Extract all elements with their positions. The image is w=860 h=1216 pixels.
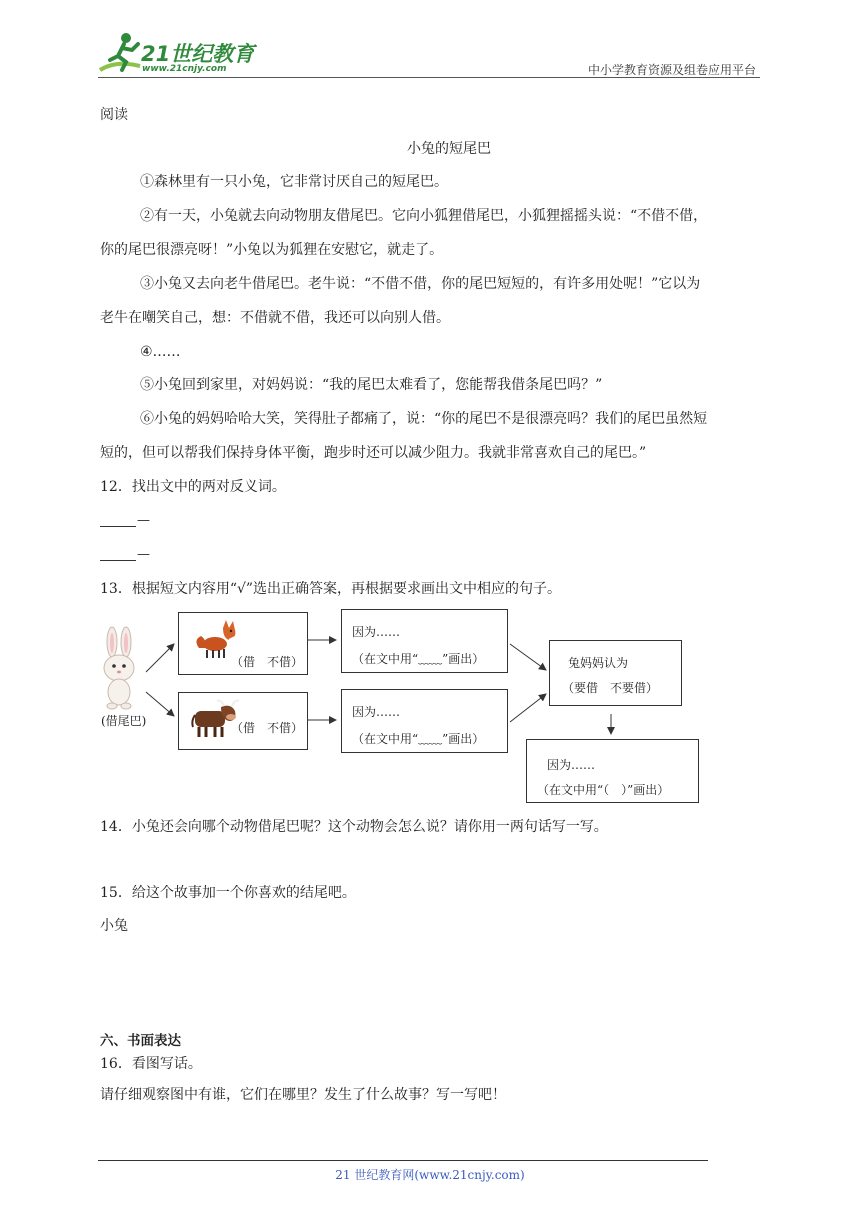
fox-choice[interactable]: （借 不借） bbox=[231, 655, 304, 669]
story-paragraph-5: ⑤小兔回到家里，对妈妈说：“我的尾巴太难看了，您能帮我借条尾巴吗？” bbox=[140, 377, 603, 393]
ox-because-box bbox=[341, 689, 508, 753]
mom-opinion-box bbox=[549, 640, 682, 706]
story-paragraph-3-line-2: 老牛在嘲笑自己，想：不借就不借，我还可以向别人借。 bbox=[100, 310, 450, 326]
mom-because-box bbox=[526, 739, 699, 803]
story-paragraph-3-line-1: ③小兔又去向老牛借尾巴。老牛说：“不借不借，你的尾巴短短的，有许多用处呢！”它以为 bbox=[140, 276, 701, 292]
blank-separator-2: — bbox=[137, 547, 150, 562]
mom-mark-instruction: （在文中用“（ ）”画出） bbox=[537, 783, 670, 797]
header-platform-text: 中小学教育资源及组卷应用平台 bbox=[587, 63, 756, 77]
story-paragraph-1: ①森林里有一只小兔，它非常讨厌自己的短尾巴。 bbox=[140, 174, 448, 190]
rabbit-icon bbox=[98, 626, 142, 710]
question-15: 15．给这个故事加一个你喜欢的结尾吧。 bbox=[100, 885, 356, 901]
question-13: 13．根据短文内容用“√”选出正确答案，再根据要求画出文中相应的句子。 bbox=[100, 581, 562, 597]
fox-because-text: 因为…… bbox=[352, 625, 401, 639]
site-logo bbox=[96, 30, 266, 78]
fox-because-box bbox=[341, 609, 508, 673]
blank-separator-1: — bbox=[137, 513, 150, 528]
story-paragraph-6-line-1: ⑥小兔的妈妈哈哈大笑，笑得肚子都痛了，说：“你的尾巴不是很漂亮吗？我们的尾巴虽然短 bbox=[140, 411, 708, 427]
ox-because-text: 因为…… bbox=[352, 705, 401, 719]
runner-logo-icon bbox=[96, 30, 146, 76]
mom-because-text: 因为…… bbox=[547, 758, 596, 772]
story-paragraph-2-line-2: 你的尾巴很漂亮呀！”小兔以为狐狸在安慰它，就走了。 bbox=[100, 242, 444, 258]
answer-blank-1a[interactable] bbox=[100, 526, 136, 527]
story-paragraph-2-line-1: ②有一天，小兔就去向动物朋友借尾巴。它向小狐狸借尾巴，小狐狸摇摇头说：“不借不借， bbox=[140, 208, 708, 224]
header-divider bbox=[98, 77, 760, 78]
q16-instruction: 请仔细观察图中有谁，它们在哪里？发生了什么故事？写一写吧！ bbox=[100, 1087, 506, 1103]
question-14: 14．小兔还会向哪个动物借尾巴呢？这个动物会怎么说？请你用一两句话写一写。 bbox=[100, 819, 608, 835]
section-6-title: 六、书面表达 bbox=[100, 1033, 181, 1049]
ox-choice[interactable]: （借 不借） bbox=[231, 721, 304, 735]
footer-divider bbox=[98, 1160, 708, 1161]
story-paragraph-4: ④…… bbox=[140, 344, 181, 360]
section-label: 阅读 bbox=[100, 107, 128, 123]
logo-text: 21世纪教育 bbox=[141, 42, 255, 66]
question-16: 16．看图写话。 bbox=[100, 1056, 202, 1072]
fox-mark-instruction: （在文中用“﹏﹏”画出） bbox=[352, 652, 485, 666]
logo-url: www.21cnjy.com bbox=[142, 64, 227, 74]
question-12: 12．找出文中的两对反义词。 bbox=[100, 479, 286, 495]
story-title: 小兔的短尾巴 bbox=[407, 141, 491, 157]
mom-opinion-title: 兔妈妈认为 bbox=[568, 656, 629, 670]
footer-text[interactable]: 21 世纪教育网(www.21cnjy.com) bbox=[335, 1168, 525, 1182]
answer-blank-2a[interactable] bbox=[100, 560, 136, 561]
mom-choice[interactable]: （要借 不要借） bbox=[562, 681, 659, 695]
ox-box bbox=[178, 692, 308, 750]
ox-mark-instruction: （在文中用“﹏﹏”画出） bbox=[352, 732, 485, 746]
fox-box bbox=[178, 612, 308, 675]
story-paragraph-6-line-2: 短的，但可以帮我们保持身体平衡，跑步时还可以减少阻力。我就非常喜欢自己的尾巴。” bbox=[100, 445, 647, 461]
rabbit-label: (借尾巴) bbox=[101, 714, 147, 728]
q15-answer-start[interactable]: 小兔 bbox=[100, 918, 128, 934]
